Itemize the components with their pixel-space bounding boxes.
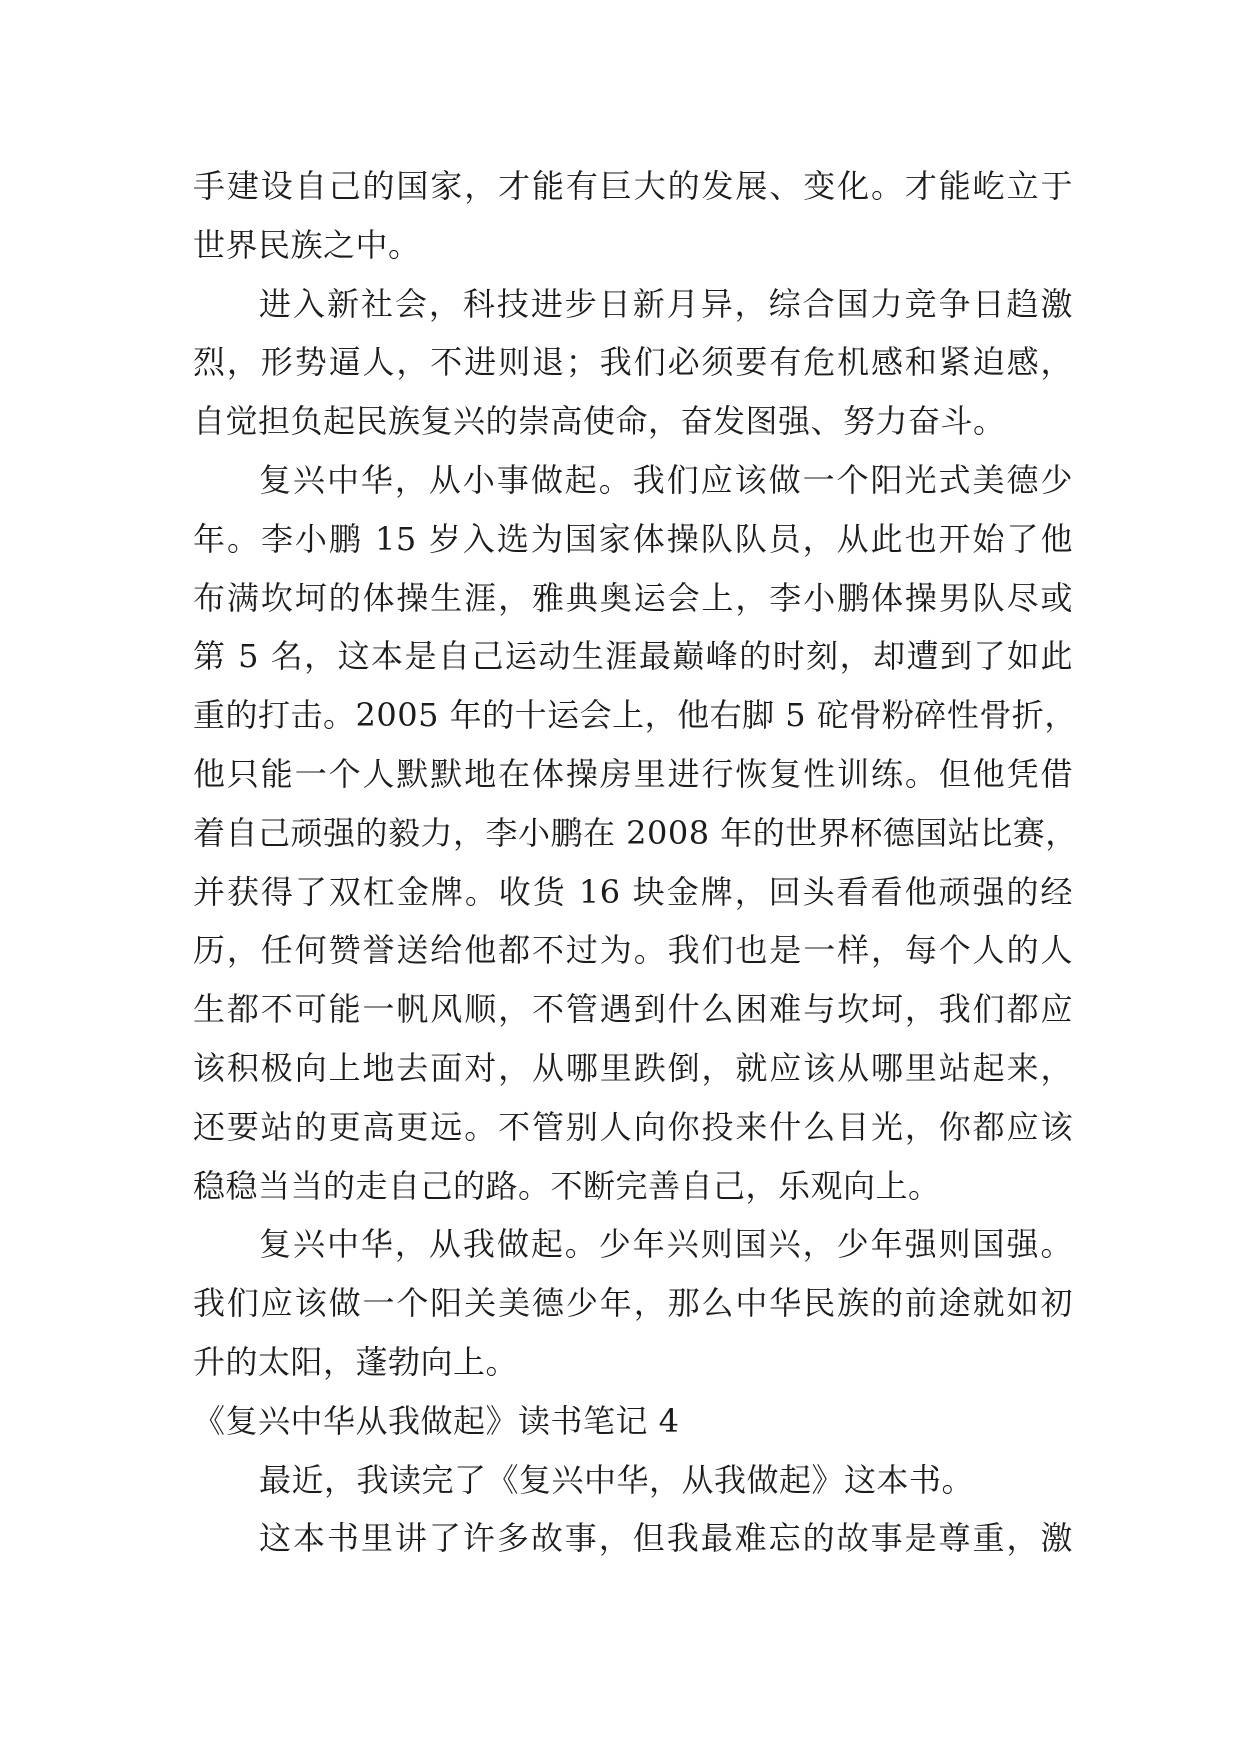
paragraph [193, 1451, 1073, 1510]
document-body [193, 157, 1078, 1568]
text-line: 稳稳当当的走自己的路。不断完善自己，乐观向上。 [193, 1166, 941, 1205]
text-line: 并获得了双杠金牌。收货 16 块金牌，回头看看他顽强的经 [193, 872, 1073, 911]
text-line: 生都不可能一帆风顺，不管遇到什么困难与坎坷，我们都应 [193, 990, 1073, 1029]
paragraph [193, 1509, 1073, 1568]
text-line: 还要站的更高更远。不管别人向你投来什么目光，你都应该 [193, 1107, 1073, 1146]
paragraph [193, 157, 1073, 275]
paragraph [193, 1215, 1073, 1391]
text-line: 布满坎坷的体操生涯，雅典奥运会上，李小鹏体操男队尽或 [193, 578, 1073, 617]
text-line: 着自己顽强的毅力，李小鹏在 2008 年的世界杯德国站比赛， [193, 813, 1078, 852]
text-line: 我们应该做一个阳关美德少年，那么中华民族的前途就如初 [193, 1284, 1073, 1323]
text-line: 重的打击。2005 年的十运会上，他右脚 5 砣骨粉碎性骨折， [193, 696, 1077, 735]
text-line: 年。李小鹏 15 岁入选为国家体操队队员，从此也开始了他 [193, 519, 1073, 558]
text-line: 历，任何赞誉送给他都不过为。我们也是一样，每个人的人 [193, 931, 1073, 970]
text-line: 复兴中华，从小事做起。我们应该做一个阳光式美德少 [259, 460, 1073, 499]
text-line: 这本书里讲了许多故事，但我最难忘的故事是尊重，激 [259, 1519, 1073, 1558]
text-line: 世界民族之中。 [193, 225, 421, 264]
paragraph [193, 275, 1073, 451]
text-line: 自觉担负起民族复兴的崇高使命，奋发图强、努力奋斗。 [193, 402, 1006, 441]
paragraph [193, 451, 1078, 1215]
text-line: 复兴中华，从我做起。少年兴则国兴，少年强则国强。 [259, 1225, 1073, 1264]
text-line: 进入新社会，科技进步日新月异，综合国力竞争日趋激 [259, 284, 1073, 323]
text-line: 第 5 名，这本是自己运动生涯最巅峰的时刻，却遭到了如此 [193, 637, 1073, 676]
section-heading: 《复兴中华从我做起》读书笔记 4 [193, 1401, 680, 1440]
text-line: 烈，形势逼人，不进则退；我们必须要有危机感和紧迫感， [193, 343, 1073, 382]
text-line: 该积极向上地去面对，从哪里跌倒，就应该从哪里站起来， [193, 1048, 1073, 1087]
text-line: 手建设自己的国家，才能有巨大的发展、变化。才能屹立于 [193, 167, 1073, 205]
text-line: 他只能一个人默默地在体操房里进行恢复性训练。但他凭借 [193, 754, 1073, 793]
text-line: 最近，我读完了《复兴中华，从我做起》这本书。 [259, 1460, 975, 1499]
text-line: 升的太阳，蓬勃向上。 [193, 1342, 519, 1381]
